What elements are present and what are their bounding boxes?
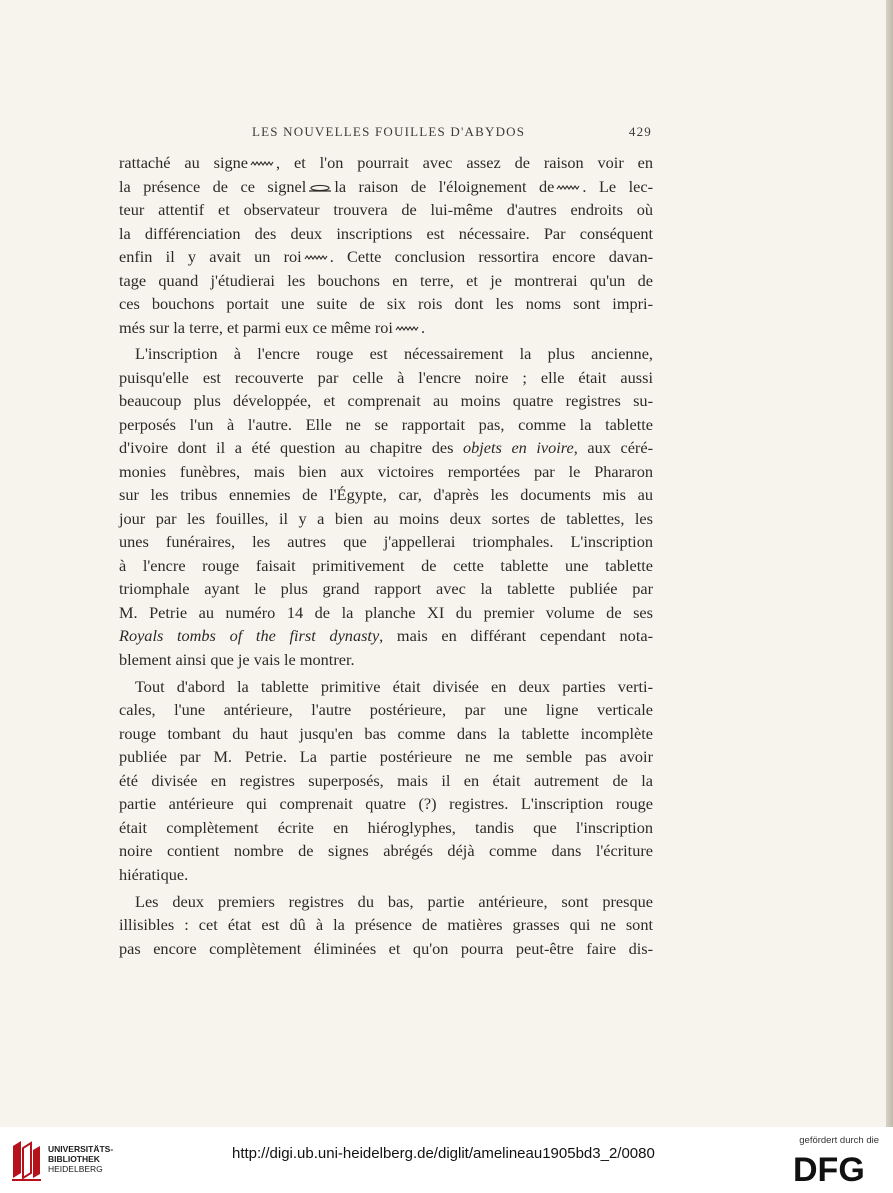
text-line: était complètement écrite en hiéroglyphes, tandis que l'inscription [119,817,653,837]
text-line [119,151,653,175]
library-name-line: BIBLIOTHEK [48,1154,100,1164]
text-line: tage quand j'étudierai les bouchons en terre, et je montrerai qu'un de [119,270,653,290]
source-url-link[interactable]: http://digi.ub.uni-heidelberg.de/diglit/amelineau1905bd3_2/0080 [232,1145,655,1162]
page-number: 429 [628,124,652,139]
text-line: teur attentif et observateur trouvera de lui-même d'autres endroits où [119,200,653,219]
text-line: blement ainsi que je vais le montrer. [119,649,355,669]
dfg-logo-icon [793,1151,879,1185]
text-line: à l'encre rouge faisait primitivement de cette tablette une tablette [119,555,653,575]
line-text: rattaché au signe [119,153,249,172]
text-line: cales, l'une antérieure, l'autre postérieure, par une ligne verticale [119,700,653,720]
text-line: sur les tribus ennemies de l'Égypte, car, d'après les documents mis au [119,485,653,505]
text-line: pas encore complètement éliminées et qu'on pourra peut-être faire dis- [119,938,653,958]
text-line: rouge tombant du haut jusqu'en bas comme dans la tablette incomplète [119,723,653,743]
text-line: Tout d'abord la tablette primitive était divisée en deux parties verti- [135,676,653,696]
wavy-line-water-hieroglyph-icon [395,325,419,333]
text-line: puisqu'elle est recouverte par celle à l'encre noire ; elle était aussi [119,367,653,387]
text-line: hiératique. [119,864,189,884]
italic-title: Royals tombs of the first dynasty [119,626,380,646]
dfg-logo-text: DFG [793,1151,865,1185]
text-line [119,316,653,340]
cord-loop-hieroglyph-icon [308,184,332,192]
text-line: M. Petrie au numéro 14 de la planche XI du premier volume de ses [119,602,653,622]
library-name-line: UNIVERSITÄTS- [48,1144,114,1154]
text-line [119,175,653,199]
text-line [119,245,653,269]
text-line: beaucoup plus développée, et comprenait au moins quatre registres su- [119,391,653,411]
text-line: publiée par M. Petrie. La partie postérieure ne me semble pas avoir [119,747,653,767]
funding-caption: gefördert durch die [799,1135,879,1146]
line-text: , mais en différant cependant nota- [379,626,653,646]
text-line: partie antérieure qui comprenait quatre (?) registres. L'inscription rouge [119,794,653,814]
wavy-line-water-hieroglyph-icon [556,184,580,192]
text-line: L'inscription à l'encre rouge est nécessairement la plus ancienne, [135,344,653,364]
library-name-line: HEIDELBERG [48,1164,103,1174]
library-name [48,1144,113,1174]
text-line: ces bouchons portait une suite de six rois dont les noms sont impri- [119,294,653,313]
wavy-line-water-hieroglyph-icon [304,254,328,262]
line-text: d'ivoire dont il a été question au chapitre des [119,438,454,458]
line-text: . [420,317,426,337]
italic-title: objets en ivoire [463,438,574,458]
text-line: été divisée en registres superposés, mais il en était autrement de la [119,770,653,790]
line-text: , et l'on pourrait avec assez de raison voir en [276,153,654,172]
text-line: jour par les fouilles, il y a bien au moins deux sortes de tablettes, les [119,508,653,528]
text-line [119,624,653,648]
text-line: illisibles : cet état est dû à la présence de matières grasses qui ne sont [119,915,653,935]
text-line: triomphale ayant le plus grand rapport avec la tablette publiée par [119,579,653,599]
running-title: LES NOUVELLES FOUILLES D'ABYDOS [252,124,526,139]
line-text: . Cette conclusion ressortira encore davan- [329,247,654,266]
page-edge-shadow [886,0,893,1127]
running-header [120,124,652,142]
wavy-line-water-hieroglyph-icon [250,160,274,168]
text-line: monies funèbres, mais bien aux victoires remportées par le Phararon [119,461,653,481]
line-text: la raison de l'éloignement de [334,176,555,196]
viewer-footer [0,1127,893,1193]
body-text [119,151,653,960]
line-text: . Le lec- [582,176,654,196]
text-line: unes funéraires, les autres que j'appellerai triomphales. L'inscription [119,532,653,552]
text-line: Les deux premiers registres du bas, partie antérieure, sont presque [135,891,653,911]
text-line: perposés l'un à l'autre. Elle ne se rapportait pas, comme la tablette [119,414,653,434]
line-text: la présence de ce signel [119,176,307,196]
university-library-logo-icon [10,1138,42,1182]
line-text: més sur la terre, et parmi eux ce même roi [119,317,393,337]
line-text: , aux céré- [573,438,653,458]
line-text: enfin il y avait un roi [119,247,302,266]
text-line: la différenciation des deux inscriptions est nécessaire. Par conséquent [119,223,653,243]
text-line [119,436,653,460]
text-line: noire contient nombre de signes abrégés déjà comme dans l'écriture [119,841,653,861]
